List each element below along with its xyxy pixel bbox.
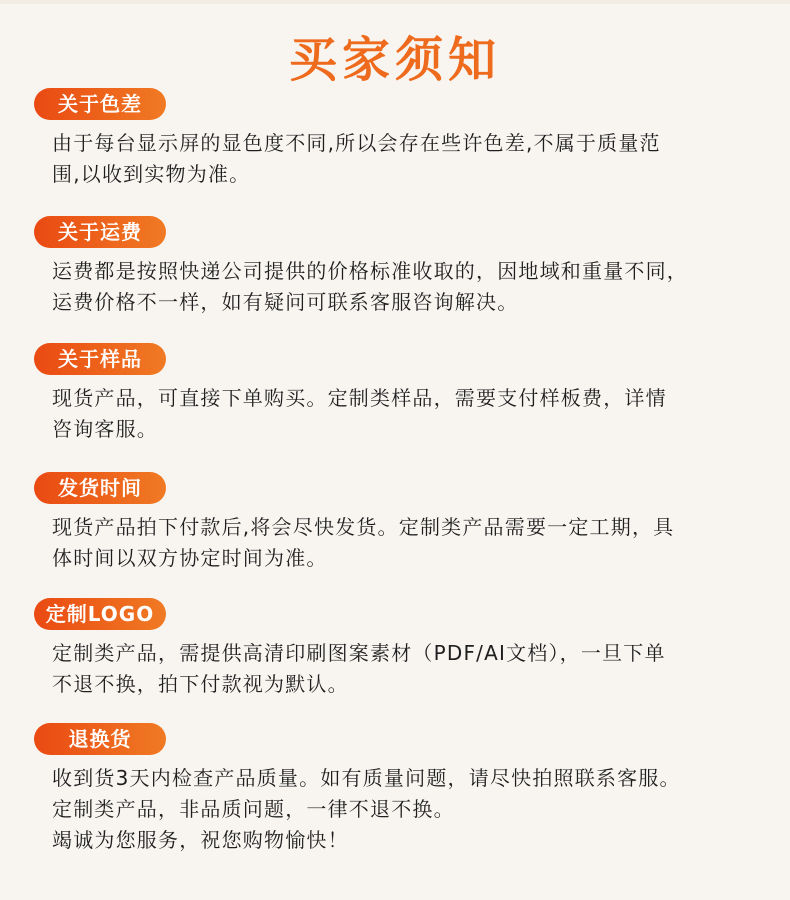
text-line: 现货产品拍下付款后,将会尽快发货。定制类产品需要一定工期，具 xyxy=(52,515,675,539)
text-line: 体时间以双方协定时间为准。 xyxy=(52,546,328,570)
text-line: 不退不换，拍下付款视为默认。 xyxy=(52,672,349,696)
section-delivery-time xyxy=(34,472,774,574)
section-color-difference xyxy=(34,88,774,190)
section-body xyxy=(52,763,774,856)
section-shipping-fee xyxy=(34,216,774,318)
section-heading: 关于运费 xyxy=(34,216,166,248)
section-body xyxy=(52,638,774,700)
section-heading: 定制LOGO xyxy=(34,598,166,630)
page-title: 买家须知 xyxy=(288,32,501,88)
text-line: 由于每台显示屏的显色度不同,所以会存在些许色差,不属于质量范 xyxy=(52,131,661,155)
top-band xyxy=(0,0,790,4)
text-line: 竭诚为您服务，祝您购物愉快！ xyxy=(52,828,349,852)
section-body xyxy=(52,383,774,445)
text-line: 定制类产品，非品质问题，一律不退不换。 xyxy=(52,797,455,821)
text-line: 运费价格不一样，如有疑问可联系客服咨询解决。 xyxy=(52,290,519,314)
text-line: 现货产品，可直接下单购买。定制类样品，需要支付样板费，详情 xyxy=(52,386,667,410)
text-line: 运费都是按照快递公司提供的价格标准收取的，因地域和重量不同， xyxy=(52,259,688,283)
section-returns xyxy=(34,723,774,856)
section-body xyxy=(52,128,774,190)
section-heading: 退换货 xyxy=(34,723,166,755)
section-heading: 关于色差 xyxy=(34,88,166,120)
text-line: 咨询客服。 xyxy=(52,417,158,441)
text-line: 围,以收到实物为准。 xyxy=(52,162,251,186)
section-body xyxy=(52,512,774,574)
section-body xyxy=(52,256,774,318)
section-samples xyxy=(34,343,774,445)
text-line: 收到货3天内检查产品质量。如有质量问题，请尽快拍照联系客服。 xyxy=(52,766,681,790)
section-heading: 发货时间 xyxy=(34,472,166,504)
text-line: 定制类产品，需提供高清印刷图案素材（PDF/AI文档），一旦下单 xyxy=(52,641,666,665)
section-custom-logo xyxy=(34,598,774,700)
section-heading: 关于样品 xyxy=(34,343,166,375)
